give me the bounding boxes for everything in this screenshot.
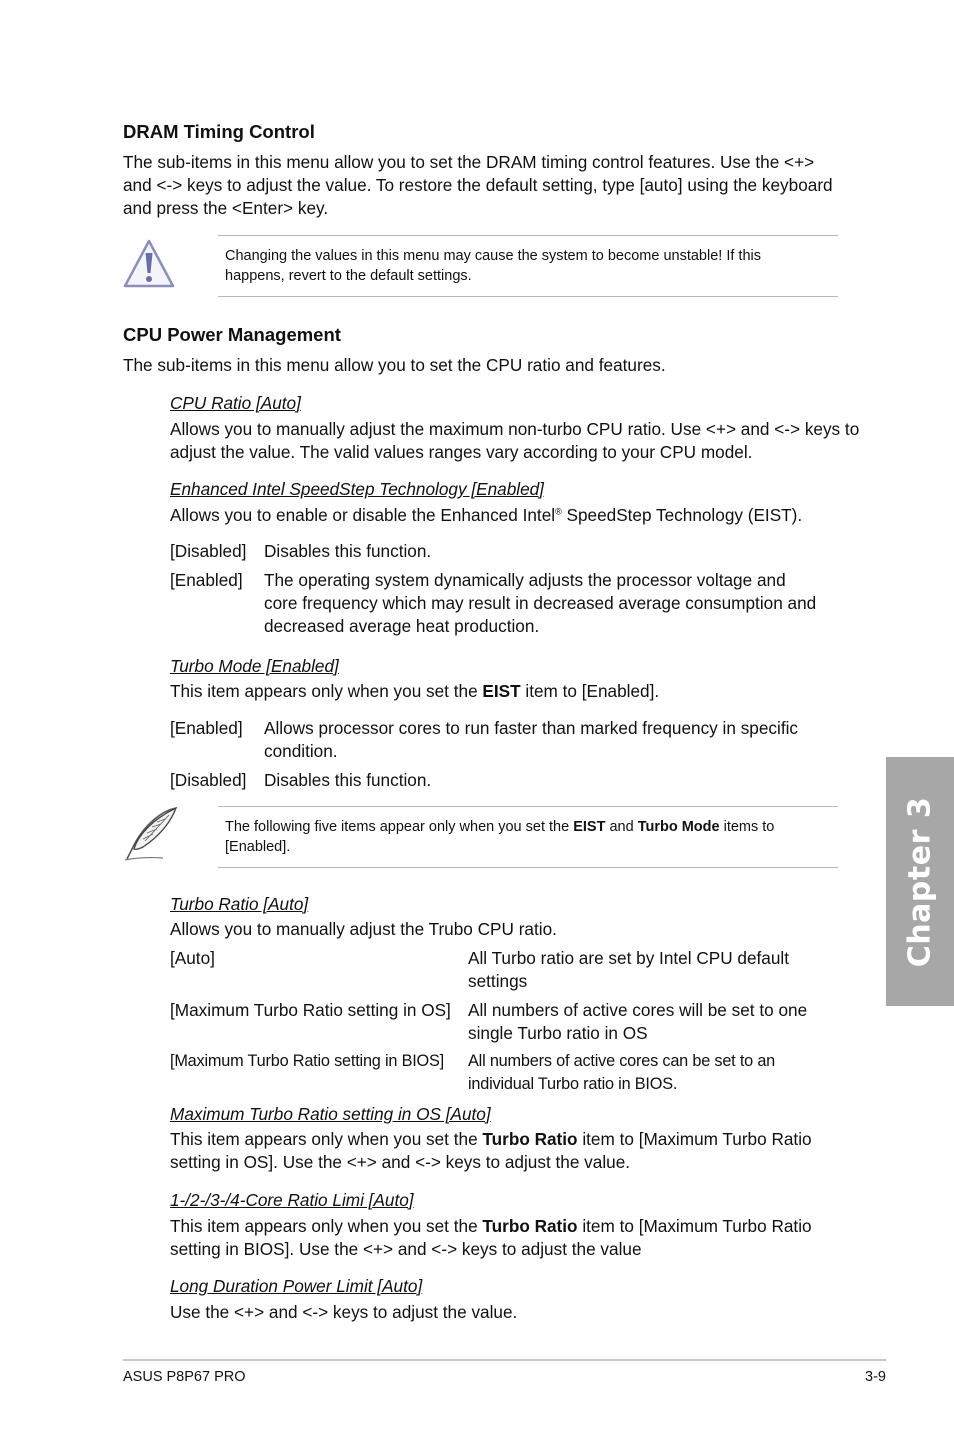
warning-text-line1: Changing the values in this menu may cause the system to become unstable! If this (225, 248, 761, 264)
turbo-mode-title: Turbo Mode [Enabled] (170, 656, 339, 676)
long-duration-title: Long Duration Power Limit [Auto] (170, 1276, 423, 1296)
max-turbo-os-desc-line1: This item appears only when you set the Turbo Ratio item to [Maximum Turbo Ratio (170, 1129, 812, 1149)
turbo-mode-option-disabled-key: [Disabled] (170, 770, 247, 790)
chapter-side-tab-label: Chapter 3 (902, 796, 938, 967)
turbo-ratio-option-key: [Auto] (170, 948, 215, 968)
footer-page-number: 3-9 (865, 1369, 886, 1385)
eist-option-enabled-line3: decreased average heat production. (264, 616, 540, 636)
core-ratio-title: 1-/2-/3-/4-Core Ratio Limi [Auto] (170, 1190, 414, 1210)
turbo-mode-option-enabled-line1: Allows processor cores to run faster than marked frequency in specific (264, 718, 799, 738)
turbo-ratio-option-desc-line2: individual Turbo ratio in BIOS. (468, 1075, 678, 1093)
eist-option-disabled-key: [Disabled] (170, 541, 247, 561)
turbo-mode-option-enabled-line2: condition. (264, 741, 338, 761)
note-text-line2: [Enabled]. (225, 839, 291, 855)
eist-option-disabled-desc: Disables this function. (264, 541, 432, 561)
warning-text-line2: happens, revert to the default settings. (225, 268, 472, 284)
turbo-ratio-option-desc-line1: All numbers of active cores will be set to one (468, 1000, 808, 1020)
turbo-mode-option-disabled-desc: Disables this function. (264, 770, 432, 790)
cpu-ratio-title: CPU Ratio [Auto] (170, 393, 301, 413)
dram-timing-heading: DRAM Timing Control (123, 121, 315, 142)
cpu-ratio-desc-line1: Allows you to manually adjust the maximum non-turbo CPU ratio. Use <+> and <-> keys to (170, 419, 860, 439)
max-turbo-os-title: Maximum Turbo Ratio setting in OS [Auto] (170, 1104, 491, 1124)
turbo-ratio-desc: Allows you to manually adjust the Trubo CPU ratio. (170, 919, 557, 939)
turbo-ratio-option-key: [Maximum Turbo Ratio setting in BIOS] (170, 1052, 445, 1070)
cpu-ratio-desc-line2: adjust the value. The valid values ranges vary according to your CPU model. (170, 442, 753, 462)
turbo-ratio-option-key: [Maximum Turbo Ratio setting in OS] (170, 1000, 451, 1020)
footer-product-name: ASUS P8P67 PRO (123, 1369, 246, 1385)
core-ratio-desc-line2: setting in BIOS]. Use the <+> and <-> keys to adjust the value (170, 1239, 642, 1259)
footer-divider (123, 1359, 886, 1361)
turbo-ratio-title: Turbo Ratio [Auto] (170, 894, 309, 914)
eist-title: Enhanced Intel SpeedStep Technology [Enabled] (170, 479, 544, 499)
turbo-ratio-option-desc-line1: All Turbo ratio are set by Intel CPU default (468, 948, 789, 968)
quill-pen-icon (121, 805, 181, 863)
dram-desc-line2: and <-> keys to adjust the value. To restore the default setting, type [auto] using the keyboard (123, 175, 833, 195)
long-duration-desc: Use the <+> and <-> keys to adjust the value. (170, 1302, 518, 1322)
warning-triangle-icon (122, 238, 176, 290)
note-text-line1: The following five items appear only when you set the EIST and Turbo Mode items to (225, 819, 775, 835)
turbo-ratio-option-desc-line2: single Turbo ratio in OS (468, 1023, 648, 1043)
chapter-side-tab (886, 757, 954, 1006)
max-turbo-os-desc-line2: setting in OS]. Use the <+> and <-> keys to adjust the value. (170, 1152, 631, 1172)
eist-option-enabled-key: [Enabled] (170, 570, 243, 590)
warning-box (218, 235, 838, 297)
turbo-ratio-option-desc-line2: settings (468, 971, 528, 991)
dram-desc-line3: and press the <Enter> key. (123, 198, 329, 218)
eist-option-enabled-line2: core frequency which may result in decreased average consumption and (264, 593, 817, 613)
note-box (218, 806, 838, 868)
cpu-power-intro: The sub-items in this menu allow you to set the CPU ratio and features. (123, 355, 666, 375)
turbo-mode-option-enabled-key: [Enabled] (170, 718, 243, 738)
eist-desc: Allows you to enable or disable the Enhanced Intel® SpeedStep Technology (EIST). (170, 505, 803, 525)
eist-option-enabled-line1: The operating system dynamically adjusts the processor voltage and (264, 570, 786, 590)
core-ratio-desc-line1: This item appears only when you set the Turbo Ratio item to [Maximum Turbo Ratio (170, 1216, 812, 1236)
cpu-power-heading: CPU Power Management (123, 324, 341, 345)
turbo-ratio-option-desc-line1: All numbers of active cores can be set to an (468, 1052, 776, 1070)
turbo-mode-desc: This item appears only when you set the EIST item to [Enabled]. (170, 681, 660, 701)
dram-desc-line1: The sub-items in this menu allow you to set the DRAM timing control features. Use the <+> (123, 152, 815, 172)
